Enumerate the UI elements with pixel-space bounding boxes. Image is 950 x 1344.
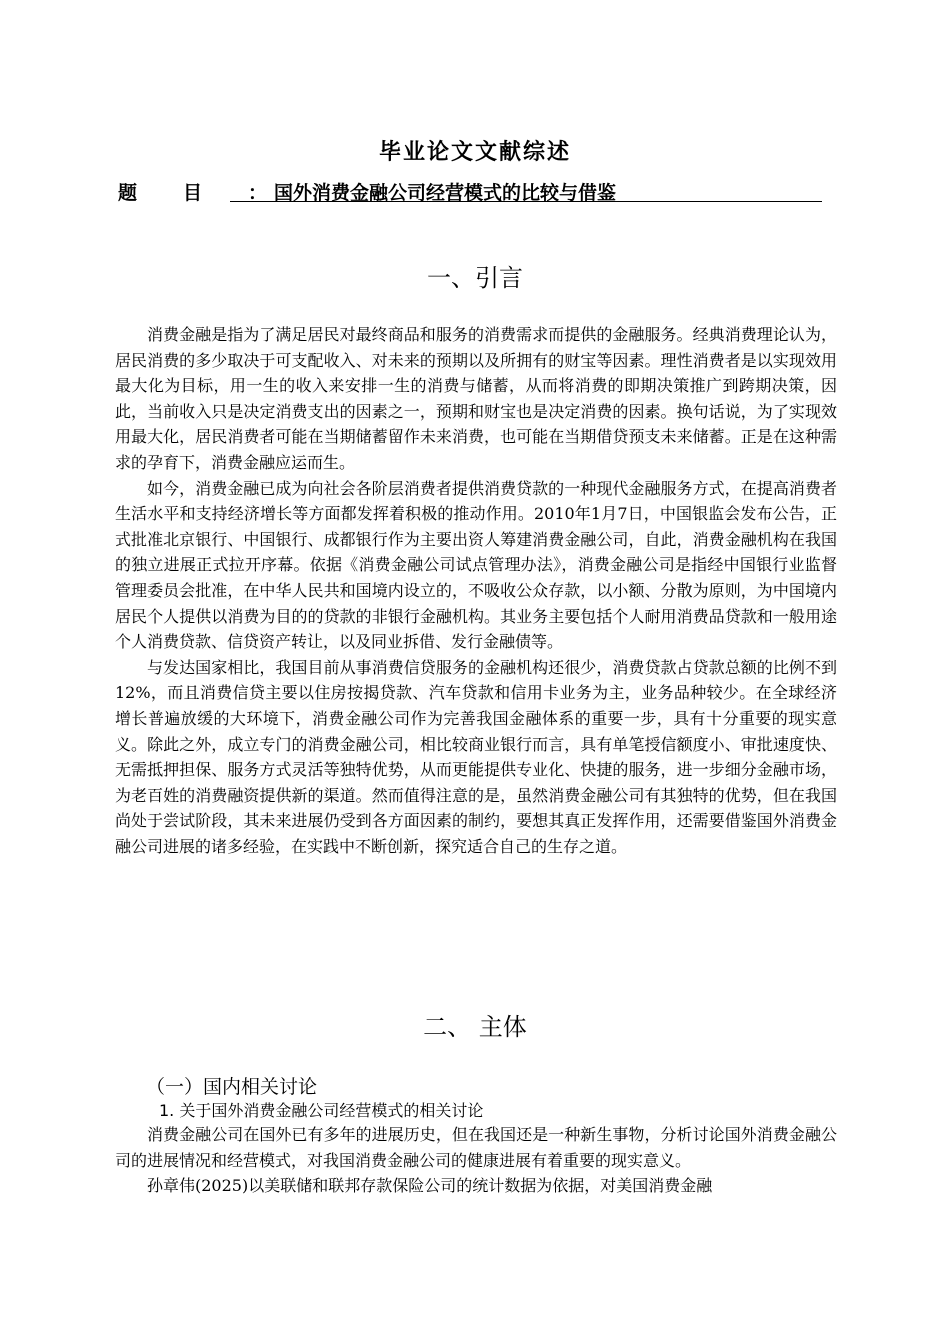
subsection-heading-domestic: （一）国内相关讨论 bbox=[146, 1076, 318, 1098]
intro-body bbox=[115, 322, 837, 859]
section-heading-intro: 一、引言 bbox=[427, 264, 523, 292]
main-paragraph-2: 孙章伟(2025)以美联储和联邦存款保险公司的统计数据为依据，对美国消费金融 bbox=[147, 1176, 713, 1196]
intro-paragraph-3: 与发达国家相比，我国目前从事消费信贷服务的金融机构还很少，消费贷款占贷款总额的比例不到12%，而且消费信贷主要以住房按揭贷款、汽车贷款和信用卡业务为主，业务品种较少。在全球经济增长普遍放缓的大环境下，消费金融公司作为完善我国金融体系的重要一步，具有十分重要的现实意义。除此之外，成立专门的消费金融公司，相比较商业银行而言，具有单笔授信额度小、审批速度快、无需抵押担保、服务方式灵活等独特优势，从而更能提供专业化、快捷的服务，进一步细分金融市场，为老百姓的消费融资提供新的渠道。然而值得注意的是，虽然消费金融公司有其独特的优势，但在我国尚处于尝试阶段，其未来进展仍受到各方面因素的制约，要想其真正发挥作用，还需要借鉴国外消费金融公司进展的诸多经验，在实践中不断创新，探究适合自己的生存之道。 bbox=[115, 657, 837, 856]
section-heading-main: 二、 主体 bbox=[423, 1013, 527, 1041]
subsubsection-heading-1: 1. 关于国外消费金融公司经营模式的相关讨论 bbox=[159, 1101, 484, 1120]
subject-label: 题目： bbox=[118, 182, 314, 204]
main-paragraph-1: 消费金融公司在国外已有多年的进展历史，但在我国还是一种新生事物，分析讨论国外消费金融公司的进展情况和经营模式，对我国消费金融公司的健康进展有着重要的现实意义。 bbox=[115, 1125, 837, 1170]
document-title: 毕业论文文献综述 bbox=[378, 140, 571, 165]
subject-value: 国外消费金融公司经营模式的比较与借鉴 bbox=[230, 178, 822, 202]
intro-paragraph-1: 消费金融是指为了满足居民对最终商品和服务的消费需求而提供的金融服务。经典消费理论认为，居民消费的多少取决于可支配收入、对未来的预期以及所拥有的财宝等因素。理性消费者是以实现效用最大化为目标，用一生的收入来安排一生的消费与储蓄，从而将消费的即期决策推广到跨期决策，因此，当前收入只是决定消费支出的因素之一，预期和财宝也是决定消费的因素。换句话说，为了实现效用最大化，居民消费者可能在当期储蓄留作未来消费，也可能在当期借贷预支未来储蓄。正是在这种需求的孕育下，消费金融应运而生。 bbox=[115, 325, 837, 472]
intro-paragraph-2: 如今，消费金融已成为向社会各阶层消费者提供消费贷款的一种现代金融服务方式，在提高消费者生活水平和支持经济增长等方面都发挥着积极的推动作用。2010年1月7日，中国银监会发布公告，正式批准北京银行、中国银行、成都银行作为主要出资人筹建消费金融公司，自此，消费金融机构在我国的独立进展正式拉开序幕。依据《消费金融公司试点管理办法》，消费金融公司是指经中国银行业监督管理委员会批准，在中华人民共和国境内设立的，不吸收公众存款，以小额、分散为原则，为中国境内居民个人提供以消费为目的的贷款的非银行金融机构。其业务主要包括个人耐用消费品贷款和一般用途个人消费贷款、信贷资产转让，以及同业拆借、发行金融债等。 bbox=[115, 478, 837, 652]
subject-row bbox=[118, 178, 828, 204]
main-body bbox=[115, 1122, 837, 1199]
